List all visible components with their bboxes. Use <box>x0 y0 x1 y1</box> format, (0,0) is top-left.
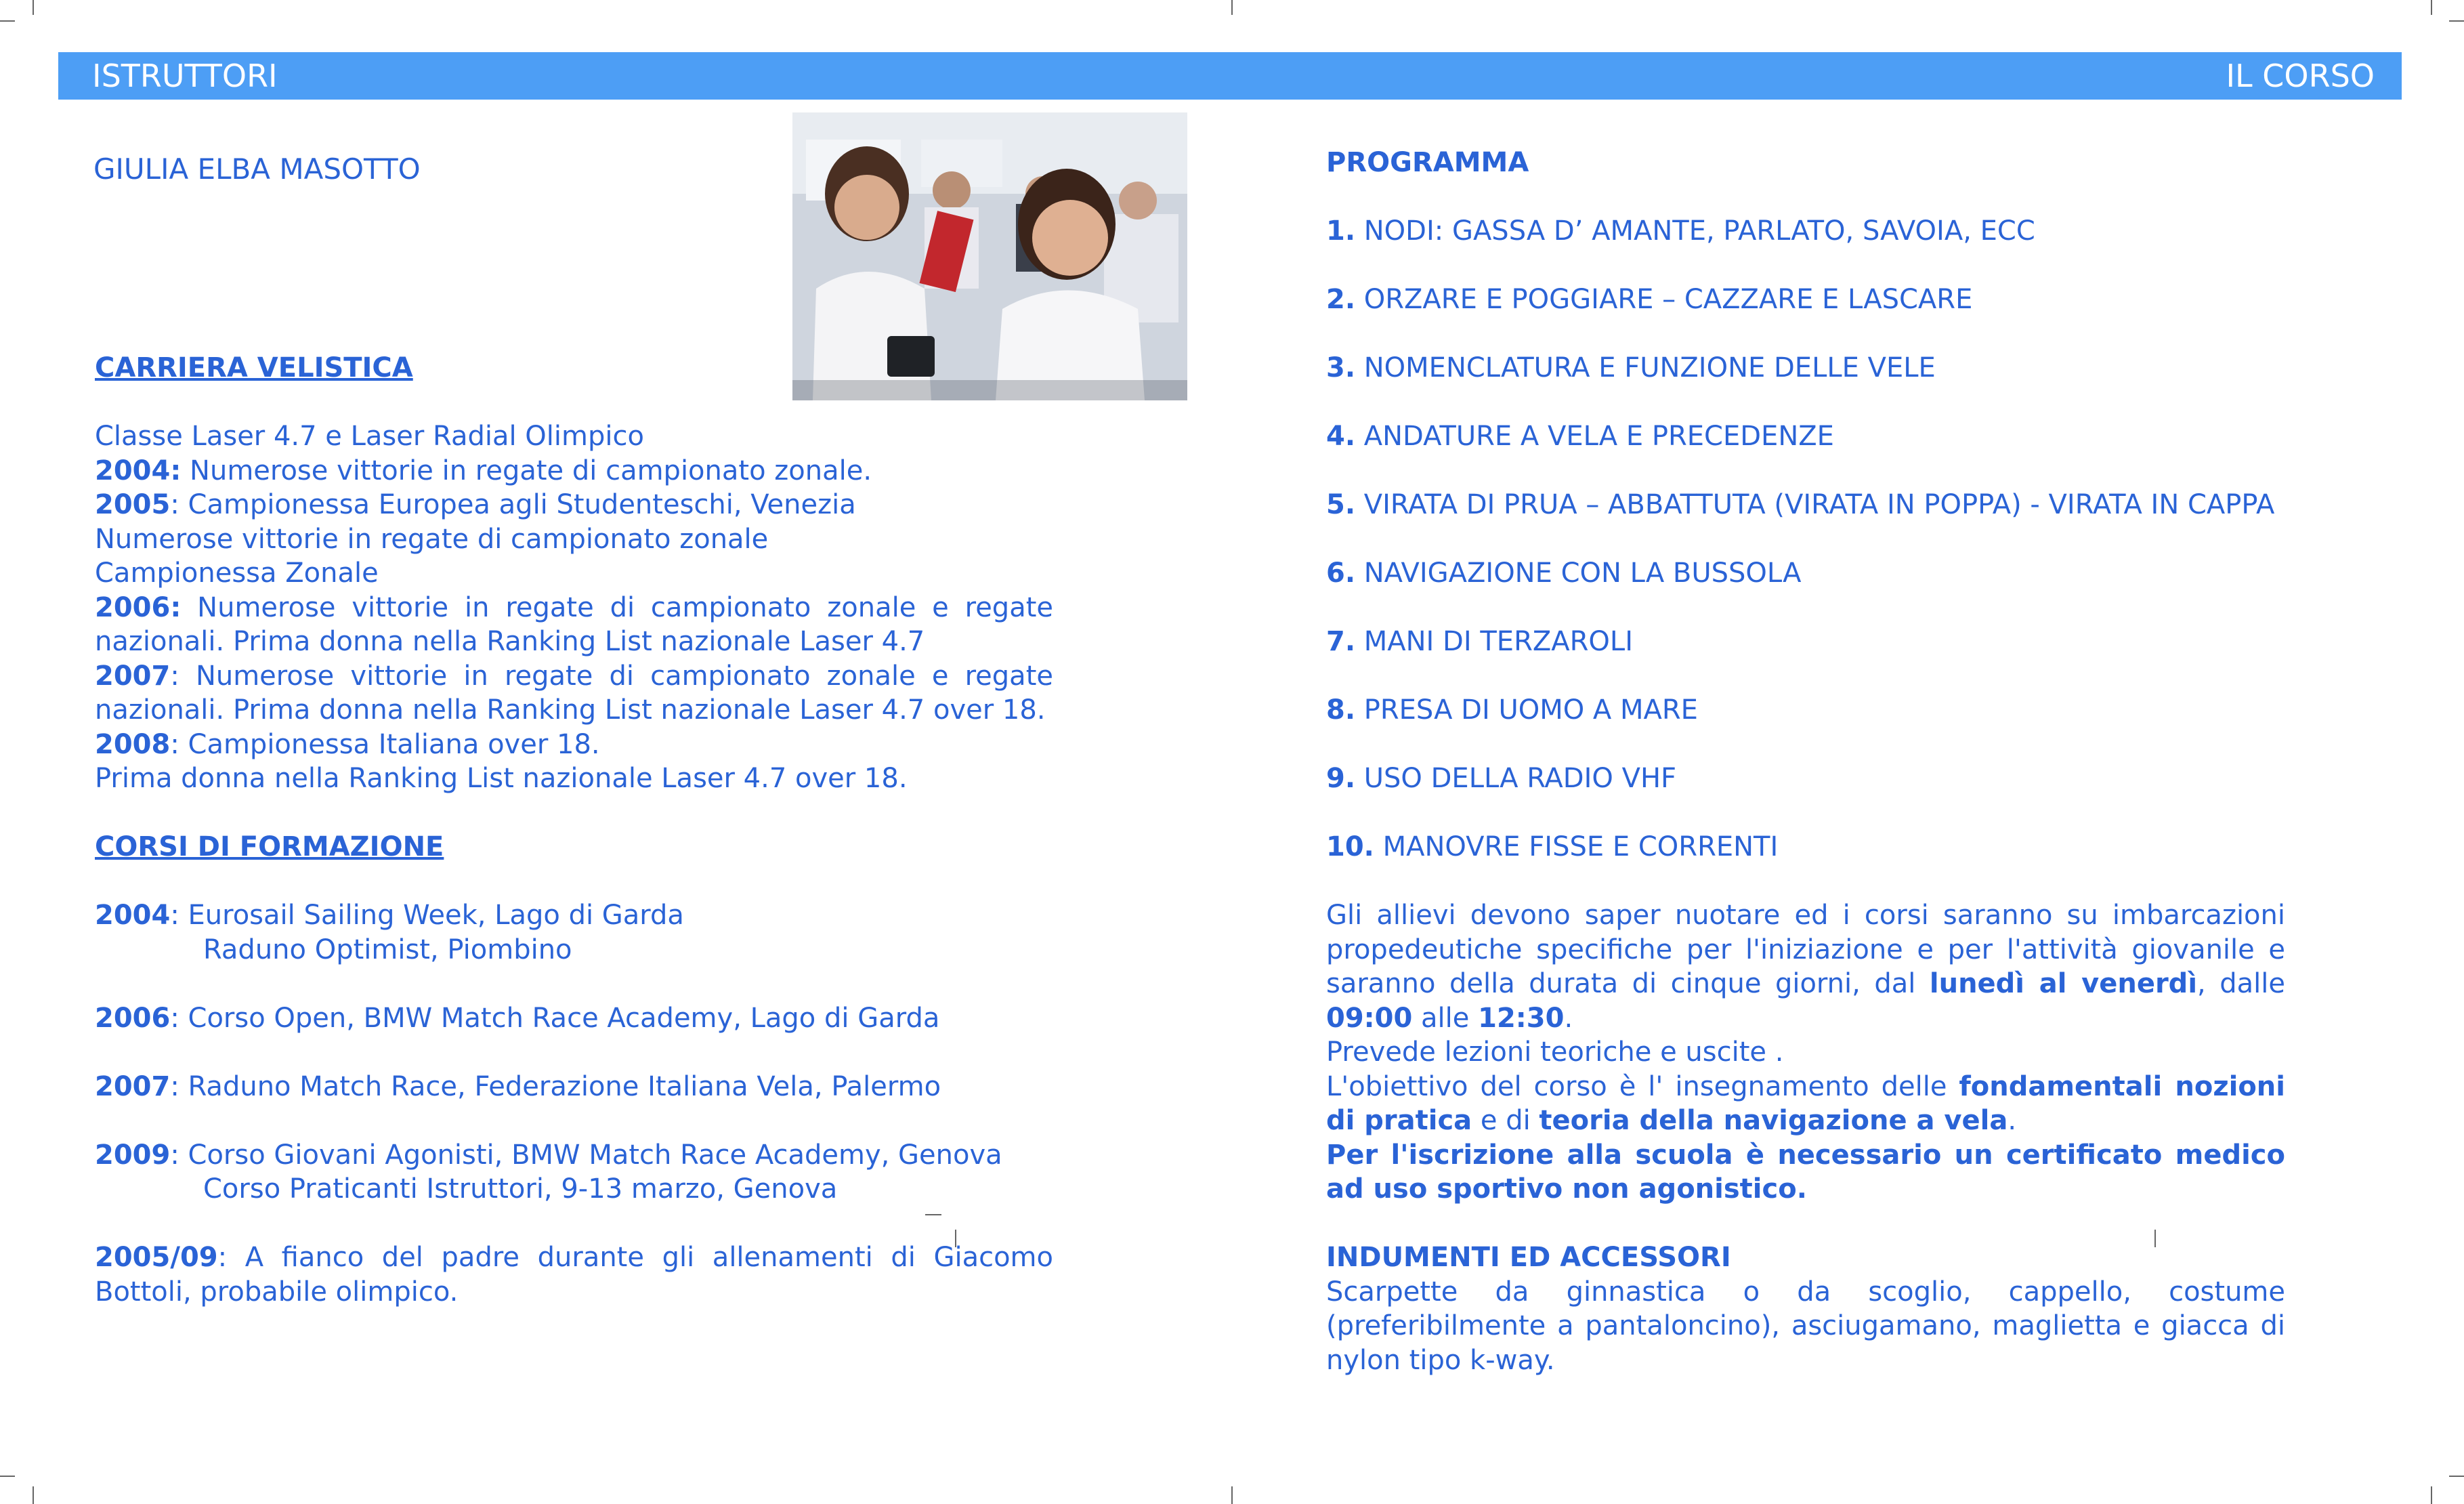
training-entry: 2009: Corso Giovani Agonisti, BMW Match Race Academy, Genova <box>95 1139 1002 1171</box>
program-section <box>1326 146 2285 1377</box>
crop-mark <box>0 20 15 22</box>
training-entry-sub: Raduno Optimist, Piombino <box>203 934 572 965</box>
clothing-text: Scarpette da ginnastica o da scoglio, cappello, costume (preferibilmente a pantaloncino), asciugamano, maglietta e giacca di nylon tipo k-way. <box>1326 1276 2285 1376</box>
course-objective: L'obiettivo del corso è l' insegnamento delle fondamentali nozioni di pratica e di teoria della navigazione a vela. <box>1326 1070 2285 1136</box>
career-entry: 2005: Campionessa Europea agli Studenteschi, Venezia <box>95 489 856 520</box>
enrollment-requirement: Per l'iscrizione alla scuola è necessario un certificato medico ad uso sportivo non agonistico. <box>1326 1139 2285 1205</box>
crop-mark <box>1231 1486 1233 1504</box>
course-lessons-note: Prevede lezioni teoriche e uscite . <box>1326 1037 1784 1068</box>
career-entry: Prima donna nella Ranking List nazionale Laser 4.7 over 18. <box>95 763 908 794</box>
crop-mark <box>33 1486 34 1504</box>
program-item: 4. ANDATURE A VELA E PRECEDENZE <box>1326 421 1834 452</box>
section-title-il-corso: IL CORSO <box>2226 58 2375 94</box>
crop-mark <box>0 1476 15 1477</box>
career-entry: Numerose vittorie in regate di campionato zonale <box>95 523 769 555</box>
career-entry: 2008: Campionessa Italiana over 18. <box>95 728 600 760</box>
program-item: 3. NOMENCLATURA E FUNZIONE DELLE VELE <box>1326 352 1936 383</box>
program-item: 7. MANI DI TERZAROLI <box>1326 626 1633 657</box>
career-intro: Classe Laser 4.7 e Laser Radial Olimpico <box>95 421 644 452</box>
career-section <box>95 351 1053 1309</box>
program-heading: PROGRAMMA <box>1326 147 1529 178</box>
clothing-heading: INDUMENTI ED ACCESSORI <box>1326 1242 1731 1273</box>
program-item: 5. VIRATA DI PRUA – ABBATTUTA (VIRATA IN POPPA) - VIRATA IN CAPPA <box>1326 489 2275 520</box>
program-item: 8. PRESA DI UOMO A MARE <box>1326 694 1698 726</box>
career-entry: 2007: Numerose vittorie in regate di campionato zonale e regate nazionali. Prima donna nella Ranking List nazionale Laser 4.7 over 18. <box>95 660 1053 726</box>
crop-mark <box>2449 1476 2464 1477</box>
training-heading: CORSI DI FORMAZIONE <box>95 831 444 862</box>
header-bar <box>58 52 2402 100</box>
career-entry: 2004: Numerose vittorie in regate di campionato zonale. <box>95 455 872 486</box>
program-item: 6. NAVIGAZIONE CON LA BUSSOLA <box>1326 558 1802 589</box>
crop-mark <box>33 0 34 15</box>
course-info-paragraph: Gli allievi devono saper nuotare ed i corsi saranno su imbarcazioni propedeutiche specifiche per l'iniziazione e per l'attività giovanile e saranno della durata di cinque giorni, dal lunedì al venerdì, dalle 09:00 alle 12:30. <box>1326 900 2285 1034</box>
program-item: 2. ORZARE E POGGIARE – CAZZARE E LASCARE <box>1326 284 1973 315</box>
crop-mark <box>2431 1486 2432 1504</box>
career-entry: 2006: Numerose vittorie in regate di campionato zonale e regate nazionali. Prima donna nella Ranking List nazionale Laser 4.7 <box>95 591 1053 657</box>
section-title-istruttori: ISTRUTTORI <box>92 58 278 94</box>
training-entry: 2007: Raduno Match Race, Federazione Italiana Vela, Palermo <box>95 1070 941 1102</box>
program-item: 1. NODI: GASSA D’ AMANTE, PARLATO, SAVOIA, ECC <box>1326 215 2035 247</box>
training-entry: 2004: Eurosail Sailing Week, Lago di Garda <box>95 900 684 931</box>
program-item: 9. USO DELLA RADIO VHF <box>1326 763 1677 794</box>
training-entry-sub: Corso Praticanti Istruttori, 9-13 marzo, Genova <box>203 1173 838 1205</box>
training-entry: 2006: Corso Open, BMW Match Race Academy, Lago di Garda <box>95 1002 940 1034</box>
program-item: 10. MANOVRE FISSE E CORRENTI <box>1326 831 1779 862</box>
career-entry: Campionessa Zonale <box>95 558 379 589</box>
crop-mark <box>2431 0 2432 15</box>
instructor-name: GIULIA ELBA MASOTTO <box>93 152 421 186</box>
crop-mark <box>2449 20 2464 22</box>
crop-mark <box>1231 0 1233 15</box>
career-heading: CARRIERA VELISTICA <box>95 352 413 383</box>
training-entry: 2005/09: A fianco del padre durante gli allenamenti di Giacomo Bottoli, probabile olimpico. <box>95 1242 1053 1308</box>
